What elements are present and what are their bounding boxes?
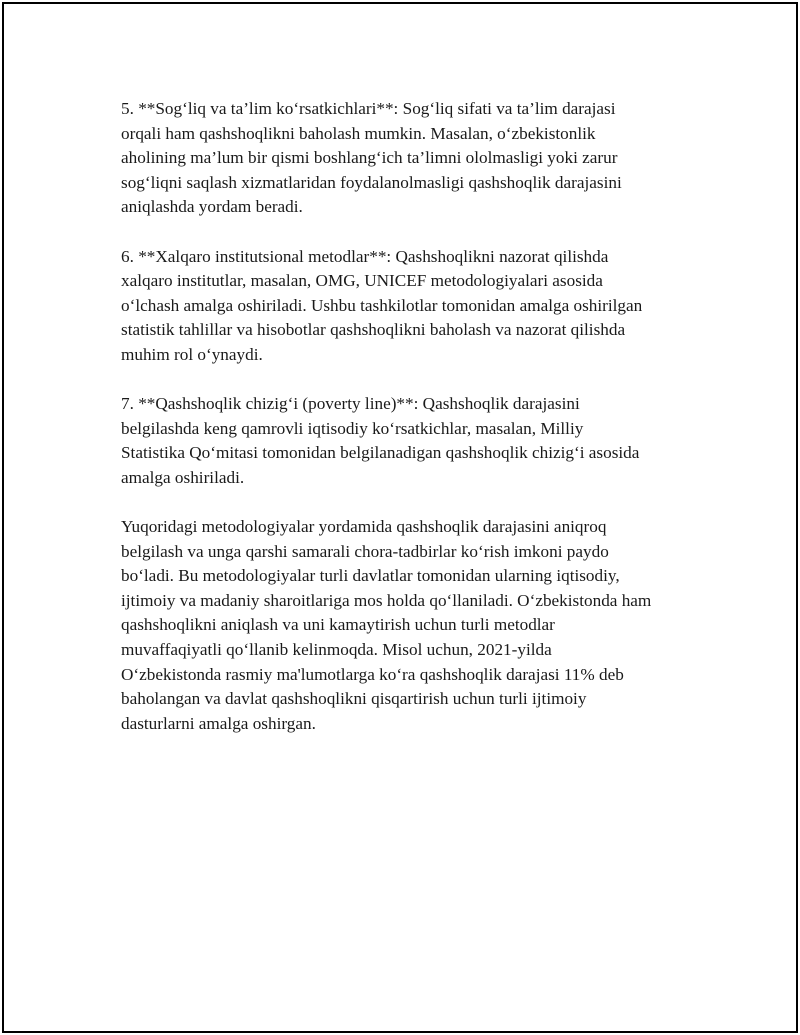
page-frame — [2, 2, 798, 1033]
paragraph-conclusion: Yuqoridagi metodologiyalar yordamida qashshoqlik darajasini aniqroq belgilash va unga qarshi samarali chora-tadbirlar ko‘rish imkoni paydo bo‘ladi. Bu metodologiyalar turli davlatlar tomonidan ularning iqtisodiy, ijtimoiy va madaniy sharoitlariga mos holda qo‘llaniladi. O‘zbekistonda ham qashshoqlikni aniqlash va uni kamaytirish uchun turli metodlar muvaffaqiyatli qo‘llanib kelinmoqda. Misol uchun, 2021-yilda O‘zbekistonda rasmiy ma'lumotlarga ko‘ra qashshoqlik darajasi 11% deb baholangan va davlat qashshoqlikni qisqartirish uchun turli ijtimoiy dasturlarni amalga oshirgan. — [121, 517, 652, 733]
document-body — [121, 97, 701, 761]
paragraph-poverty-line: 7. **Qashshoqlik chizig‘i (poverty line)**: Qashshoqlik darajasini belgilashda keng qamrovli iqtisodiy ko‘rsatkichlar, masalan, Milliy Statistika Qo‘mitasi tomonidan belgilanadigan qashshoqlik chizig‘i asosida amalga oshiriladi. — [121, 394, 640, 487]
paragraph-health-education: 5. **Sog‘liq va ta’lim ko‘rsatkichlari**: Sog‘liq sifati va ta’lim darajasi orqali ham qashshoqlikni baholash mumkin. Masalan, o‘zbekistonlik aholining ma’lum bir qismi boshlang‘ich ta’limni ololmasligi yoki zarur sog‘liqni saqlash xizmatlaridan foydalanolmasligi qashshoqlik darajasini aniqlashda yordam beradi. — [121, 99, 622, 217]
paragraph-international-methods: 6. **Xalqaro institutsional metodlar**: Qashshoqlikni nazorat qilishda xalqaro institutlar, masalan, OMG, UNICEF metodologiyalari asosida o‘lchash amalga oshiriladi. Ushbu tashkilotlar tomonidan amalga oshirilgan statistik tahlillar va hisobotlar qashshoqlikni baholash va nazorat qilishda muhim rol o‘ynaydi. — [121, 246, 643, 364]
